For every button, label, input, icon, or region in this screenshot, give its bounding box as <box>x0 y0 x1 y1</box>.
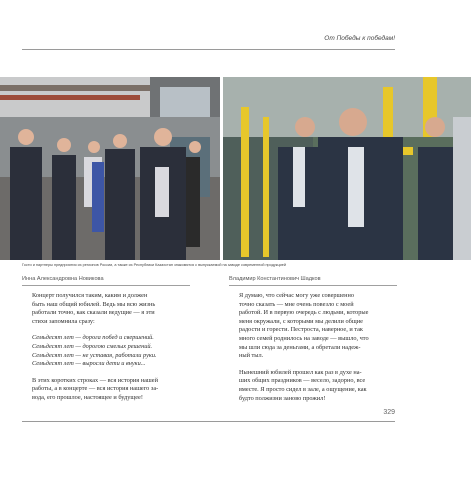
text-line: вода, его прошлое, настоящее и будущее! <box>32 393 143 401</box>
text-line: много семей роднилось на заводе — вышло, что <box>239 334 369 342</box>
author-name: Инна Александровна Новикова <box>22 276 104 282</box>
header-divider <box>22 49 395 50</box>
text-line: ших общих праздников — весело, задорно, все <box>239 377 366 385</box>
text-line: меня окружали, с которыми мы делили общие <box>239 317 363 325</box>
photo-guests-at-equipment <box>223 77 471 260</box>
author-divider <box>22 285 190 286</box>
right-column <box>229 276 397 403</box>
quote-text <box>239 292 397 403</box>
text-line: Я думаю, что сейчас могу уже совершенно <box>239 292 355 299</box>
author-divider <box>229 285 397 286</box>
text-line: стихи запомнила сразу: <box>32 317 95 325</box>
text-line: радости и горести. Пестроста, наверное, и так <box>239 326 363 334</box>
footer-divider <box>22 421 395 422</box>
text-line: вместе. Я просто сидел в зале, а ощущение, как <box>239 385 367 393</box>
poem-line: Семьдесят лет — не уставая, работали руки. <box>32 351 157 359</box>
text-line: В этих коротких строках — вся история нашей <box>32 376 158 384</box>
photo-caption: Гости и партнеры предприятия из регионов России, а также из Республики Казахстан знакомятся с выпускаемой на заводе современной продукцией <box>22 263 286 267</box>
page-number: 329 <box>383 409 395 416</box>
text-line: работали точно, как сказали ведущие — я эти <box>32 309 155 317</box>
text-line: работой. И в первую очередь с людьми, которые <box>239 309 369 317</box>
text-line: будто полжизни заново прожил! <box>239 394 326 402</box>
poem-line: Семьдесят лет — дорога побед и свершений. <box>32 334 154 342</box>
text-line: точно сказать — мне очень повезло с моей <box>239 300 354 308</box>
quote-text <box>32 292 190 403</box>
running-header: От Победы к победам! <box>324 35 395 42</box>
photo-delegation-in-hall <box>0 77 220 260</box>
text-line: Концерт получился таким, каким и должен <box>32 292 148 299</box>
text-line: мы шли сюда за деньгами, а обретали надеж- <box>239 343 361 351</box>
text-line: ный тыл. <box>239 352 264 360</box>
poem-line: Семьдесят лет — выросли дети и внуки... <box>32 360 146 368</box>
poem-line: Семьдесят лет — дорогою смелых решений. <box>32 342 153 350</box>
author-name: Владимир Константинович Шадков <box>229 276 321 282</box>
text-line: Нынешний юбилей прошел как раз в духе на- <box>239 368 362 376</box>
left-column <box>22 276 190 403</box>
text-line: быть наш общий юбилей. Ведь мы всю жизнь <box>32 300 156 308</box>
text-line: работы, а в концерте — вся история нашего за- <box>32 385 159 393</box>
